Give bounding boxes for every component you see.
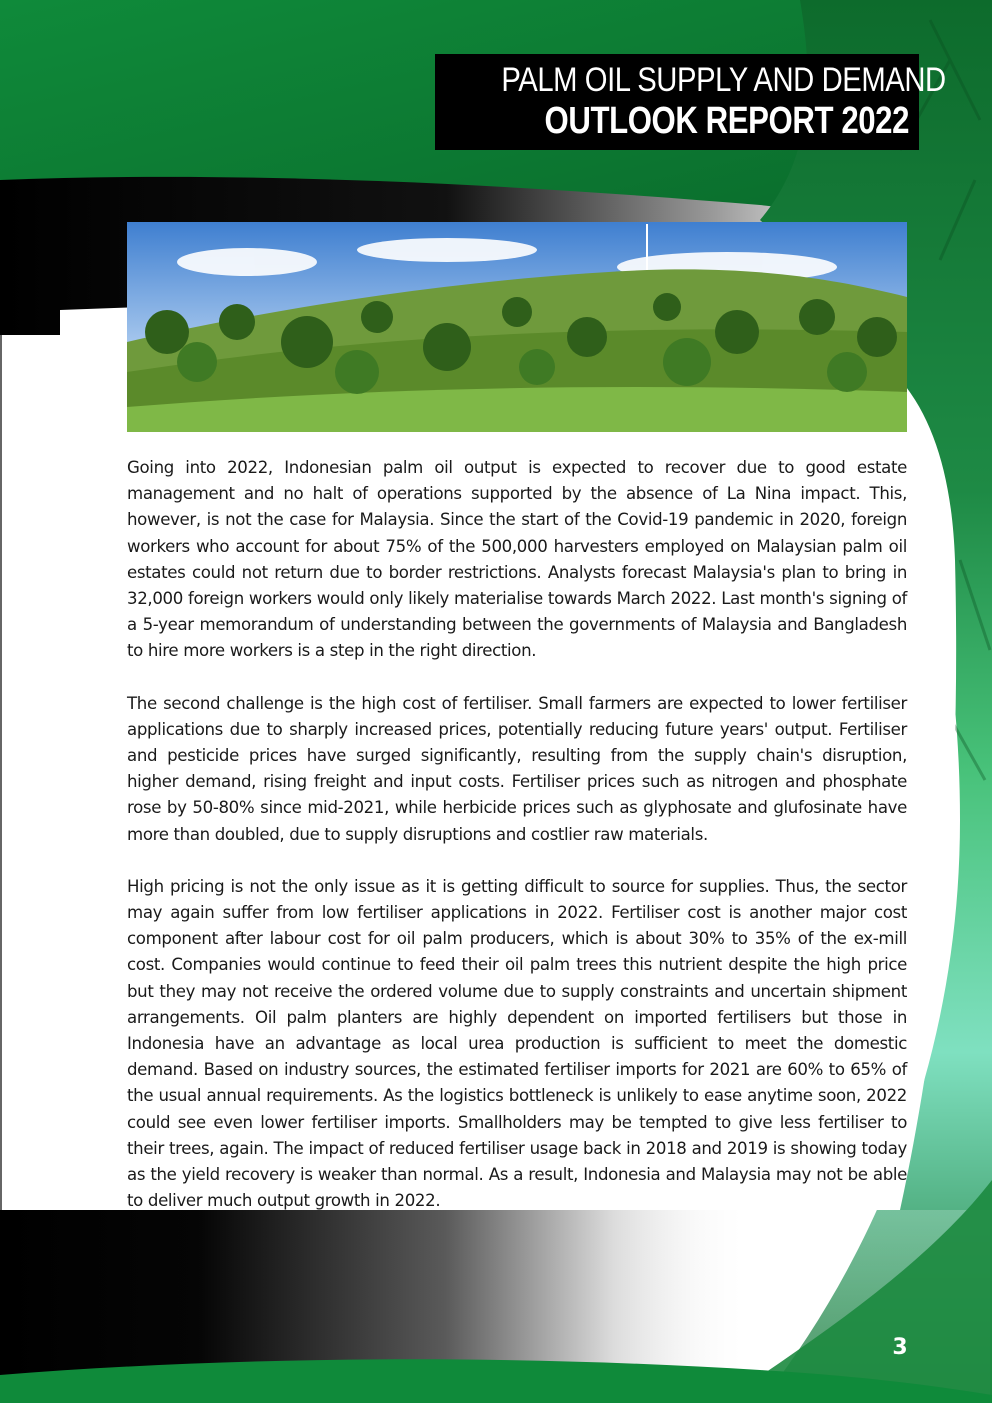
paragraph-1: Going into 2022, Indonesian palm oil output is expected to recover due to good estate management and no halt of operations supported by the absence of La Nina impact. This, however, is not the case for Malaysia. Since the start of the Covid-19 pandemic in 2020, foreign workers who account for about 75% of the 500,000 harvesters employed on Malaysian palm oil estates could not return due to border restrictions. Analysts forecast Malaysia's plan to bring in 32,000 foreign workers would only likely materialise towards March 2022. Last month's signing of a 5-year memorandum of understanding between the governments of Malaysia and Bangladesh to hire more workers is a step in the right direction. [127,458,907,661]
report-title-line2: OUTLOOK REPORT 2022 [544,100,909,142]
article-body [127,455,907,1240]
report-title-box [435,54,946,150]
paragraph-2: The second challenge is the high cost of fertiliser. Small farmers are expected to lower fertiliser applications due to sharply increased prices, potentially reducing future years' output. Fertiliser and pesticide prices have surged significantly, resulting from the supply chain's disruption, higher demand, rising freight and input costs. Fertiliser prices such as nitrogen and phosphate rose by 50-80% since mid-2021, while herbicide prices such as glyphosate and glufosinate have more than doubled, due to supply disruptions and costlier raw materials. [127,693,907,844]
palm-plantation-photo [127,222,907,432]
report-title-line1: PALM OIL SUPPLY AND DEMAND [501,61,946,99]
page-number: 3 [892,1335,908,1360]
paragraph-3: High pricing is not the only issue as it is getting difficult to source for supplies. Thus, the sector may again suffer from low fertiliser applications in 2022. Fertiliser cost is another major cost component after labour cost for oil palm producers, which is about 30% to 35% of the ex-mill cost. Companies would continue to feed their oil palm trees this nutrient despite the high price but they may not receive the ordered volume due to supply constraints and uncertain shipment arrangements. Oil palm planters are highly dependent on imported fertilisers but those in Indonesia have an advantage as local urea production is sufficient to meet the domestic demand. Based on industry sources, the estimated fertiliser imports for 2021 are 60% to 65% of the usual annual requirements. As the logistics bottleneck is unlikely to ease anytime soon, 2022 could see even lower fertiliser imports. Smallholders may be tempted to give less fertiliser to their trees, again. The impact of reduced fertiliser usage back in 2018 and 2019 is showing today as the yield recovery is weaker than normal. As a result, Indonesia and Malaysia may not be able to deliver much output growth in 2022. [127,876,907,1211]
